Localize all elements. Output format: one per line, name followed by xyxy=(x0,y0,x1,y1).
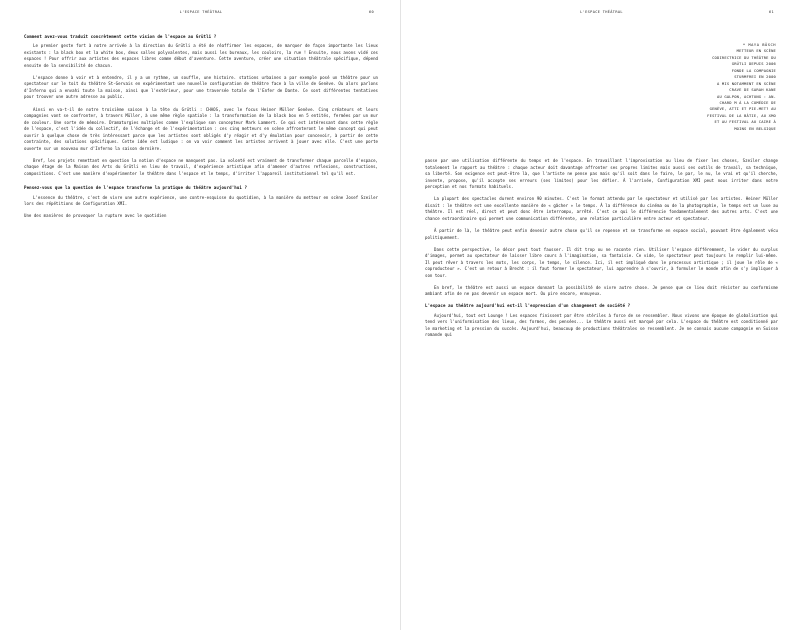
paragraph: Aujourd'hui, tout est Lounge ! Les espaces finissent par être stériles à force de se ressembler. Nous vivons une époque de globalisation qui tend vers l'uniformisation des lieux, des formes, des pensées... Le théâtre aussi est marqué par cela. L'espace du théâtre est conditionné par le marketing et la pression du succès. Aujourd'hui, beaucoup de productions théâtrales se ressemblent. Je ne connais aucune compagnie en Suisse romande qui xyxy=(425,312,778,338)
paragraph: Une des manières de provoquer la rupture avec le quotidien xyxy=(24,213,167,219)
bio-line: STURMFREI EN 2000 xyxy=(734,75,776,80)
bio-line: METTEUR EN SCÈNE xyxy=(736,49,776,54)
author-bio-block xyxy=(425,42,778,132)
bio-line: CODIRECTRICE DU THÉÂTRE DU xyxy=(712,55,776,60)
paragraph: Ainsi en va-t-il de notre troisième saison à la tête du Grütli : CHAOS, avec le focus Heiner Müller Genève. Cinq créateurs et leurs compagnies vont se confronter, à travers Müller, à une même règle spatiale : la transformation de la black box en 5 entités, fermées par un mur de couleur. Une sorte de mémoire. Dramaturgies multiples comme l'explique son concepteur Mark Lammert. Ce qui est intéressant dans cette règle de l'espace, c'est l'idée du collectif, de l'échange et de l'expérimentation : ces cinq metteurs en scène affronteront le même concept qui peut ouvrir à quelque chose de très intéressant parce que les artistes sont obligés d'y réagir et d'y émulation pour concevoir, à partir de cette contrainte, des solutions spécifiques. Cette idée est ludique : on va voir comment les artistes arrivent à jouer avec elle. C'est une porte ouverte sur un nouveau mur d'Inferno la saison dernière. xyxy=(24,106,378,151)
question-heading-2: Pensez-vous que la question de l'espace transforme la pratique du théâtre aujourd'hui ? xyxy=(24,185,248,191)
running-head-left xyxy=(24,10,378,20)
paragraph: L'essence du théâtre, c'est de vivre une autre expérience, une contre-esquisse du quotidien, à la manière du metteur en scène Josef Szeiler lors des répétitions de Configuration XMI. xyxy=(24,194,378,207)
bio-line: CHARD M À LA COMÉDIE DE xyxy=(719,100,776,105)
paragraph: Le premier geste fort à notre arrivée à la direction du Grütli a été de réaffirmer les espaces, de marquer de façon importante les lieux existants : la black box et la white box, deux salles polyvalentes, mais aussi les bureaux, les couloirs, la rue ! Ensuite, nous avons vidé ces espaces ! Pour offrir aux artistes des espaces libres comme début d'aventure. Cette aventure, créer une situation théâtrale spécifique, dépend ensuite de la sensibilité de chacun. xyxy=(24,43,378,68)
running-head-title: L'ESPACE THÉÂTRAL xyxy=(179,10,223,14)
bio-line: * MAYA BÖSCH xyxy=(742,43,776,47)
bio-line: MOINS EN BELGIQUE xyxy=(734,126,776,131)
paragraph: L'espace donne à voir et à entendre, il y a un rythme, un souffle, une histoire. stations urbaines a par exemple posé un théâtre pour un spectateur sur le toit du théâtre St-Gervais en expérimentant une nouvelle configuration de théâtre face à la ville de Genève. Ou alors parlons d'Inferno qui a envahi toute la maison, ainsi que l'extérieur, pour une traversée totale de l'Enfer de Dante. Ce sont différentes tentatives pour trouver une autre adresse au public. xyxy=(24,74,378,100)
running-head-right xyxy=(425,10,778,20)
bio-line: AU GALPON, ACHTUNG : AN- xyxy=(717,94,776,99)
folio-left: 60 xyxy=(368,10,374,14)
question-heading-1: Comment avez-vous traduit concrètement cette vision de l'espace au Grütli ? xyxy=(24,34,217,39)
paragraph: passe par une utilisation différente du temps et de l'espace. En travaillant l'improvisation au lieu de fixer les choses, Szeiler change totalement le rapport au théâtre : chaque acteur doit davantage affronter ses propres limites mais aussi ses outils de travail, sa technique, sa liberté. Son exigence est peut-être là, que l'artiste ne pense pas mais qu'il soit dans le faire, le par, le nu, le vrai et qu'il cherche, invente, propose, qu'il accepte ses erreurs (ses limites) pour les défier. À l'arrivée, Configuration XMI peut nous irriter dans notre perception et nos formats habituels. xyxy=(425,158,778,190)
bio-line: FONDE LA COMPAGNIE xyxy=(731,68,776,73)
bio-line: CRAVE DE SARAH KANE xyxy=(729,88,776,93)
paragraph: Bref, les projets remettant en question la notion d'espace ne manquent pas. La volonté est vraiment de transformer chaque parcelle d'espace, chaque étage de la Maison des Arts du Grütli en lieu de travail, d'expérience artistique afin d'amener d'autres reflexions, constructions, compositions. C'est une manière d'expérimenter le théâtre dans l'espace et le temps, d'irriter l'appareil institutionnel tel qu'il est. xyxy=(24,157,378,176)
bio-line: A MIS NOTAMMENT EN SCÈNE xyxy=(717,81,776,86)
running-head-title: L'ESPACE THÉÂTRAL xyxy=(580,10,623,14)
folio-right: 61 xyxy=(768,10,774,14)
bio-line: GENÈVE, ATTI ET PIE-MET? AU xyxy=(709,107,776,112)
paragraph: Dans cette perspective, le décor peut tout fausser. Il dit trop ou ne raconte rien. Utiliser l'espace différemment, le vider du surplus d'images, permet au spectateur de laisser libre cours à l'imagination, sa fantaisie. Ce vide, le spectateur peut toujours le remplir lui-même. Il peut rêver à travers les mots, les corps, le temps, le silence. Ici, il est impliqué dans le processus artistique ; il joue le rôle de « coproducteur ». C'est un retour à Brecht : il faut former le spectateur, lui apprendre à s'ouvrir, à formuler le monde afin de s'y impliquer à son tour. xyxy=(425,246,778,278)
bio-line: GRÜTLI DEPUIS 2006 xyxy=(731,62,776,67)
right-page-body xyxy=(425,158,778,339)
bio-line: ET AU FESTIVAL AU CAIRE À xyxy=(714,120,776,125)
paragraph: À partir de là, le théâtre peut enfin devenir autre chose qu'il se repense et se transforme en espace social, pouvant être également vécu politiquement. xyxy=(425,228,778,240)
paragraph: La plupart des spectacles durent environ 90 minutes. C'est le format attendu par le spectateur et utilisé par les artistes. Heiner Müller disait : le théâtre est une excellente manière de « gâcher » le temps. À la différence du cinéma ou de la photographie, le temps est un luxe au théâtre. Il est réel, direct et peut donc être interrompu, arrêté. C'est ce qui le différencie fondamentalement des autres arts. C'est une chance extraordinaire qui permet une communication différente, une relation particulière entre acteur et spectateur. xyxy=(425,196,778,221)
bio-line: FESTIVAL DE LA BÂTIE, AU XMO xyxy=(707,113,776,118)
right-page xyxy=(400,0,800,630)
left-page-body xyxy=(24,34,378,220)
paragraph: En bref, le théâtre est aussi un espace donnant la possibilité de vivre autre chose. Je pense que ce lieu doit résister au conformisme ambiant afin de ne pas devenir un espace mort. Ou pire encore, ennuyeux. xyxy=(425,284,778,297)
question-heading-3: L'espace au théâtre aujourd'hui est-il l'expression d'un changement de société ? xyxy=(425,303,631,309)
